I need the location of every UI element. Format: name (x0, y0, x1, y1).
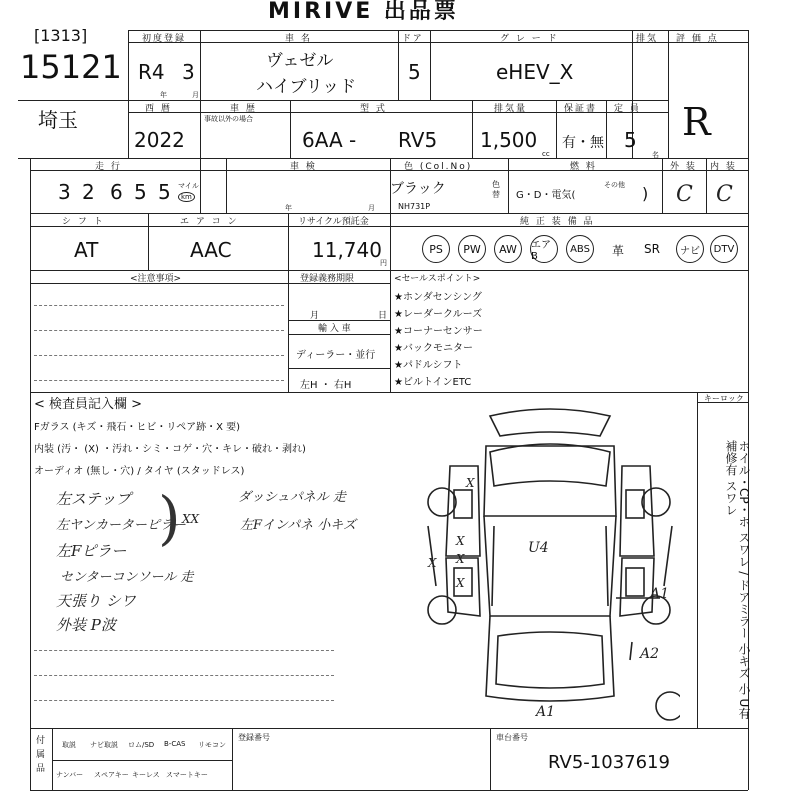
header-recycle-fee: リサイクル預託金 (298, 217, 369, 227)
damage-mark-a2: A2 (640, 646, 660, 662)
header-doors: ドア (402, 34, 424, 44)
damage-mark-x: X (456, 576, 465, 590)
sales-point: ★ビルトインETC (394, 377, 472, 388)
aircon-value: AAC (190, 238, 232, 262)
grade-value: eHEV_X (496, 60, 574, 84)
damage-mark-x: X (466, 476, 475, 490)
footer-item: ナビ取説 (90, 741, 118, 749)
footer-item: B-CAS (164, 740, 186, 748)
yen-unit: 円 (380, 259, 387, 267)
capacity-value: 5 (624, 128, 637, 152)
equipment-aw: AW (494, 235, 522, 263)
color-name: ブラック (390, 181, 446, 197)
model-name-line1: ヴェゼル (266, 51, 334, 71)
header-capacity: 定 員 (614, 104, 641, 114)
inspector-line-glass: Fガラス (キズ・飛石・ヒビ・リペア跡・X 要) (34, 422, 241, 433)
header-year: 西 暦 (145, 104, 172, 114)
fuel-other: その他 (604, 181, 625, 189)
capacity-unit: 名 (652, 151, 659, 159)
shift-value: AT (74, 238, 99, 262)
handwritten-note: 外装 P波 (56, 616, 116, 634)
header-mileage: 走 行 (95, 162, 122, 172)
header-fuel: 燃 料 (570, 162, 597, 172)
damage-mark-u4: U4 (528, 540, 549, 556)
inspector-line-audio: オーディオ (無し・穴) / タイヤ (スタッドレス) (34, 466, 245, 477)
fuel-close: ) (642, 184, 649, 203)
inspector-line-interior: 内装 (汚・ (X) ・汚れ・シミ・コゲ・穴・キレ・破れ・剥れ) (34, 444, 306, 455)
notes-header: <注意事項> (130, 274, 182, 284)
handwritten-note: 左Fインパネ 小キズ (240, 518, 356, 533)
equipment-dtv: DTV (710, 235, 738, 263)
header-equipment: 純 正 装 備 品 (520, 217, 595, 227)
footer-item: スマートキー (166, 771, 208, 779)
color-code: NH731P (398, 202, 431, 211)
header-grade: グ レ ー ド (500, 34, 559, 44)
mileage-digit: 6 (110, 180, 123, 204)
handwritten-note: 左ヤンカーターピラー (56, 518, 186, 533)
inspection-month: 月 (368, 204, 375, 212)
header-evaluation: 評 価 点 (676, 34, 719, 44)
mileage-unit-mile: マイル (178, 182, 199, 190)
model-name-line2: ハイブリッド (256, 77, 357, 97)
header-exhaust: 排気 (636, 34, 659, 44)
year-label: 年 (160, 91, 167, 99)
year-value: 2022 (134, 128, 185, 152)
import-header: 輸 入 車 (318, 324, 351, 334)
equipment-airbag: エアB (530, 235, 558, 263)
sheet-title: MIRIVE 出品票 (268, 0, 459, 24)
header-exterior: 外 装 (670, 162, 697, 172)
damage-mark-x: X (456, 552, 465, 566)
mileage-digit: 5 (134, 180, 147, 204)
equipment-pw: PW (458, 235, 486, 263)
handwritten-note: ダッシュパネル 走 (238, 490, 346, 505)
handwritten-note: 左ステップ (56, 490, 131, 508)
footer-left-label: 付属品 (36, 736, 46, 774)
side-vertical-notes: ホイル・CP・ホ スワレ / ドアミラー 小キズ 小 U有 補修有 スワレ (724, 440, 751, 720)
reg-number-label: 登録番号 (238, 733, 270, 742)
registration-era: R4 (138, 60, 165, 84)
warranty-value: 有・無 (562, 135, 604, 151)
color-change: 色替 (492, 180, 500, 199)
prefecture: 埼玉 (38, 108, 78, 132)
chassis-number: RV5-1037619 (548, 752, 670, 773)
exterior-grade: C (676, 182, 693, 207)
equipment-abs: ABS (566, 235, 594, 263)
header-history: 車 歴 (230, 104, 257, 114)
history-note: 事故以外の場合 (204, 115, 253, 123)
lot-code: [1313] (34, 26, 88, 45)
equipment-ps: PS (422, 235, 450, 263)
bracket: ) (158, 484, 181, 552)
damage-mark-x: X (428, 556, 437, 570)
damage-mark-a1-right: A1 (650, 586, 670, 602)
inspector-header: < 検査員記入欄 > (34, 397, 143, 412)
model-code: RV5 (398, 128, 438, 152)
footer-item: ロム/SD (128, 741, 155, 749)
header-shift: シ フ ト (62, 217, 105, 227)
lot-number: 15121 (20, 48, 122, 86)
cc-unit: cc (542, 150, 550, 158)
displacement-value: 1,500 (480, 128, 538, 152)
recycle-fee-value: 11,740 (312, 238, 382, 262)
handle-options: 左H ・ 右H (300, 380, 352, 391)
header-interior: 内 装 (710, 162, 737, 172)
equipment-navi: ナビ (676, 235, 704, 263)
import-options: ディーラー・並行 (296, 350, 376, 361)
handwritten-note: 左Fピラー (56, 542, 127, 560)
header-inspection: 車 検 (290, 162, 317, 172)
inspection-year: 年 (285, 204, 292, 212)
car-damage-diagram (420, 406, 680, 726)
mileage-digit: 3 (58, 180, 71, 204)
header-model-name: 車 名 (285, 34, 312, 44)
fuel-options: G・D・電気( (516, 190, 576, 201)
equipment-leather: 革 (612, 244, 625, 258)
sales-point: ★バックモニター (394, 343, 473, 354)
sales-point: ★パドルシフト (394, 360, 463, 371)
sales-point: ★コーナーセンサー (394, 326, 483, 337)
mileage-digit: 2 (82, 180, 95, 204)
footer-item: キーレス (132, 771, 160, 779)
chassis-label: 車台番号 (496, 733, 528, 742)
interior-grade: C (716, 182, 733, 207)
registration-month: 3 (182, 60, 195, 84)
header-registration: 初度登録 (142, 34, 187, 44)
footer-item: 取説 (62, 741, 76, 749)
sales-point: ★ホンダセンシング (394, 292, 482, 303)
evaluation-score: R (682, 100, 711, 144)
month-label: 月 (192, 91, 199, 99)
header-displacement: 排気量 (494, 104, 528, 114)
handwritten-note: センターコンソール 走 (60, 570, 194, 585)
handwritten-note: XX (182, 512, 200, 526)
reg-expiry-header: 登録義務期限 (300, 274, 355, 284)
damage-mark-a1-bottom: A1 (536, 704, 556, 720)
damage-mark-x: X (456, 534, 465, 548)
sales-points-header: <セールスポイント> (394, 274, 481, 284)
header-aircon: エ ア コ ン (180, 217, 239, 227)
header-type: 型 式 (360, 104, 387, 114)
mileage-digit: 5 (158, 180, 171, 204)
mileage-unit-km: km (178, 192, 195, 202)
handwritten-note: 天張り シワ (56, 592, 136, 610)
footer-item: リモコン (198, 741, 226, 749)
doors-value: 5 (408, 60, 421, 84)
reg-expiry-day: 日 (378, 311, 388, 321)
header-recycle: 保証書 (564, 104, 598, 114)
footer-item: スペアキー (94, 771, 129, 779)
equipment-sr: SR (644, 242, 660, 256)
sales-point: ★レーダークルーズ (394, 309, 483, 320)
header-color: 色 (Col.No) (404, 162, 473, 172)
model-prefix: 6AA - (302, 128, 357, 152)
key-lock-label: キーロック (704, 394, 744, 403)
reg-expiry-month: 月 (310, 311, 320, 321)
footer-item: ナンバー (56, 771, 84, 779)
